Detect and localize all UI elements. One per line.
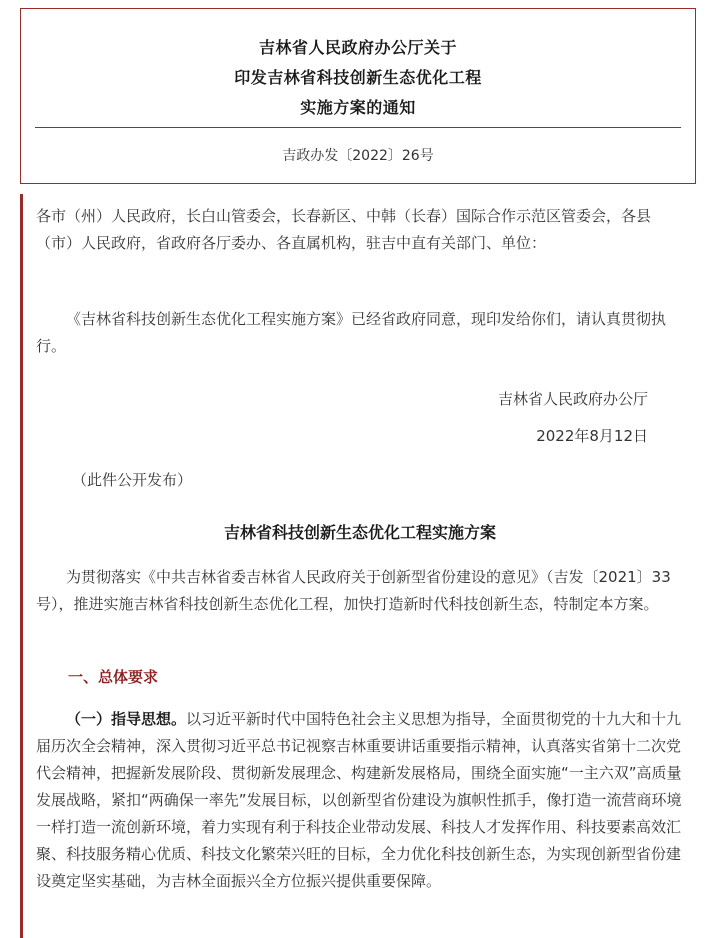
header-divider — [35, 127, 681, 128]
recipients-paragraph: 各市（州）人民政府，长白山管委会，长春新区、中韩（长春）国际合作示范区管委会，各县（市）人民政府，省政府各厅委办、各直属机构，驻吉中直有关部门、单位： — [36, 207, 652, 252]
guiding-ideology-paragraph — [36, 706, 686, 895]
notice-title-line-1: 吉林省人民政府办公厅关于 — [258, 38, 457, 57]
document-number: 吉政办发〔2022〕26号 — [282, 148, 434, 164]
notice-title-line-3: 实施方案的通知 — [300, 98, 416, 117]
left-accent-bar — [20, 194, 23, 938]
subsection-lead: （一）指导思想。 — [66, 710, 187, 728]
publication-note: （此件公开发布） — [72, 471, 193, 489]
notice-message: 《吉林省科技创新生态优化工程实施方案》已经省政府同意，现印发给你们，请认真贯彻执行。 — [36, 310, 667, 355]
issue-date: 2022年8月12日 — [536, 427, 648, 445]
notice-title-line-2: 印发吉林省科技创新生态优化工程 — [234, 68, 482, 87]
document-header — [20, 8, 696, 184]
issuer: 吉林省人民政府办公厅 — [497, 390, 648, 408]
section-heading-general-requirements: 一、总体要求 — [68, 668, 159, 686]
subsection-text: 以习近平新时代中国特色社会主义思想为指导，全面贯彻党的十九大和十九届历次全会精神，深入贯彻习近平总书记视察吉林重要讲话重要指示精神，认真落实省第十二次党代会精神，把握新发展阶段、贯彻新发展理念、构建新发展格局，围绕全面实施“一主六双”高质量发展战略，紧扣“两确保一率先”发展目标，以创新型省份建设为旗帜性抓手，像打造一流营商环境一样打造一流创新环境，着力实现有利于科技企业带动发展、科技人才发挥作用、科技要素高效汇聚、科技服务精心优质、科技文化繁荣兴旺的目标，全力优化科技创新生态，为实现创新型省份建设奠定坚实基础，为吉林全面振兴全方位振兴提供重要保障。 — [36, 710, 682, 890]
plan-intro: 为贯彻落实《中共吉林省委吉林省人民政府关于创新型省份建设的意见》（吉发〔2021〕33号），推进实施吉林省科技创新生态优化工程，加快打造新时代科技创新生态，特制定本方案。 — [36, 568, 671, 613]
plan-title: 吉林省科技创新生态优化工程实施方案 — [223, 523, 496, 542]
